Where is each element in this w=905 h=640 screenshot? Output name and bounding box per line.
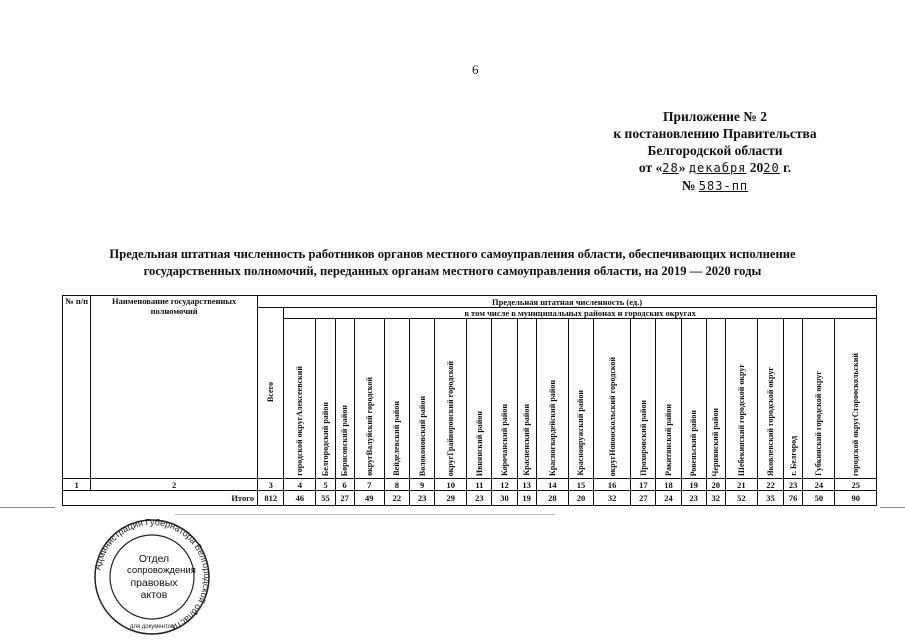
district-header: [568, 319, 593, 479]
district-header: [284, 319, 316, 479]
column-number: 20: [706, 479, 725, 491]
column-number: 23: [784, 479, 803, 491]
district-total: 23: [410, 491, 435, 506]
scan-edge-line: [0, 507, 55, 508]
district-header: [410, 319, 435, 479]
appendix-line1: Приложение № 2: [663, 109, 767, 124]
scan-edge-line: [880, 507, 905, 508]
district-total: 22: [384, 491, 409, 506]
district-total: 30: [492, 491, 517, 506]
date-year-suffix: 20: [763, 161, 780, 175]
appendix-line3: Белгородской области: [647, 143, 783, 158]
district-total: 52: [725, 491, 757, 506]
district-header: [536, 319, 568, 479]
district-total: 23: [681, 491, 706, 506]
district-header: [354, 319, 384, 479]
district-header: [492, 319, 517, 479]
appendix-line2: к постановлению Правительства: [613, 126, 817, 141]
district-header-label: Волоконовский район: [417, 395, 427, 476]
header-name: Наименование государственных полномочий: [91, 296, 258, 479]
district-header-label: Краснояружский район: [576, 390, 586, 476]
column-number: 17: [631, 479, 656, 491]
staffing-table: [62, 295, 877, 506]
date-mid: »: [678, 160, 686, 175]
district-total: 32: [594, 491, 631, 506]
district-header: [384, 319, 409, 479]
number-value: 583-пп: [698, 179, 749, 193]
district-total: 24: [656, 491, 681, 506]
district-header-label: Вейделевский район: [392, 401, 402, 476]
column-number: 6: [335, 479, 354, 491]
total-value: 812: [258, 491, 284, 506]
district-header-label: г. Белгород: [788, 436, 798, 476]
document-title: [40, 246, 865, 280]
stamp-line2: сопровождения: [127, 565, 196, 576]
column-number: 5: [316, 479, 335, 491]
district-header: [784, 319, 803, 479]
district-header-label: округГрайворонский городской: [446, 360, 456, 476]
column-number: 21: [725, 479, 757, 491]
district-total: 20: [568, 491, 593, 506]
district-header-label: Красногвардейский район: [547, 380, 557, 476]
district-total: 32: [706, 491, 725, 506]
header-number: № п/п: [63, 296, 91, 479]
column-number: 22: [757, 479, 783, 491]
date-day: 28: [662, 161, 679, 175]
district-header-label: округНовооскольский городской: [607, 356, 617, 476]
date-year-prefix: 20: [749, 160, 764, 175]
column-number: 11: [467, 479, 492, 491]
district-total: 29: [435, 491, 467, 506]
stamp-line3: правовых: [130, 577, 178, 589]
column-number: 7: [354, 479, 384, 491]
district-header-label: Борисовский район: [340, 404, 350, 476]
district-header: [681, 319, 706, 479]
district-header-label: городской округАлексеевский: [295, 366, 305, 476]
column-number: 2: [91, 479, 258, 491]
column-number: 24: [803, 479, 835, 491]
column-number: 1: [63, 479, 91, 491]
header-subgroup: в том числе в муниципальных районах и городских округах: [284, 308, 877, 319]
header-total: [258, 308, 284, 479]
district-header: [467, 319, 492, 479]
district-header-label: Белгородский район: [321, 401, 331, 476]
district-header: [835, 319, 877, 479]
stamp-ring-bottom: для документов: [129, 624, 175, 630]
stamp-center: [127, 553, 196, 601]
number-prefix: №: [681, 178, 696, 193]
district-header-label: Яковлевский городской округ: [766, 366, 776, 476]
district-header-label: Губкинский городской округ: [814, 371, 824, 476]
district-header-label: округВалуйский городской: [364, 377, 374, 476]
column-number: 10: [435, 479, 467, 491]
district-total: 23: [467, 491, 492, 506]
appendix-date: [600, 159, 830, 177]
district-total: 76: [784, 491, 803, 506]
district-total: 55: [316, 491, 335, 506]
district-header-label: Корочанский район: [500, 404, 510, 476]
column-number: 4: [284, 479, 316, 491]
district-header: [517, 319, 536, 479]
column-number: 12: [492, 479, 517, 491]
district-total: 46: [284, 491, 316, 506]
district-header-label: Ровеньский район: [689, 409, 699, 476]
column-number: 9: [410, 479, 435, 491]
date-prefix: от «: [638, 160, 663, 175]
column-number: 15: [568, 479, 593, 491]
column-number: 8: [384, 479, 409, 491]
total-label: Итого: [63, 491, 258, 506]
header-total-label: Всего: [266, 382, 276, 402]
column-number: 13: [517, 479, 536, 491]
district-total: 28: [536, 491, 568, 506]
stamp-ring-text: Администрация Губернатора Белгородской области: [92, 518, 213, 633]
title-line2: государственных полномочий, переданных органам местного самоуправления области, на 2019 — 2020 годы: [143, 264, 762, 278]
district-header: [335, 319, 354, 479]
district-header: [725, 319, 757, 479]
district-header-label: Чернянский район: [711, 407, 721, 476]
column-number: 18: [656, 479, 681, 491]
stamp-line1: Отдел: [138, 553, 170, 565]
district-header: [656, 319, 681, 479]
column-number: 19: [681, 479, 706, 491]
column-number: 16: [594, 479, 631, 491]
district-header-label: Красненский район: [522, 404, 532, 476]
district-header: [803, 319, 835, 479]
header-group: Предельная штатная численность (ед.): [258, 296, 877, 308]
date-month: декабря: [688, 161, 747, 175]
appendix-number: [600, 177, 830, 195]
column-number: 25: [835, 479, 877, 491]
district-total: 19: [517, 491, 536, 506]
page-number: 6: [472, 62, 479, 77]
district-total: 27: [335, 491, 354, 506]
column-number: 3: [258, 479, 284, 491]
title-line1: Предельная штатная численность работников органов местного самоуправления области, обеспечивающих исполнение: [109, 247, 796, 261]
district-header-label: Ракитянский район: [663, 404, 673, 476]
district-header-label: Ивнянский район: [474, 410, 484, 476]
district-total: 49: [354, 491, 384, 506]
district-total: 50: [803, 491, 835, 506]
district-header-label: Прохоровский район: [638, 400, 648, 476]
district-header: [435, 319, 467, 479]
district-header-label: Шебекинский городской округ: [736, 364, 746, 476]
stamp-line4: актов: [140, 589, 168, 601]
scan-edge-line: [175, 514, 555, 515]
district-total: 90: [835, 491, 877, 506]
district-header: [594, 319, 631, 479]
district-header-label: городской округСтарооскольский: [851, 352, 861, 476]
district-header: [316, 319, 335, 479]
column-number: 14: [536, 479, 568, 491]
district-header: [757, 319, 783, 479]
district-header: [631, 319, 656, 479]
district-total: 35: [757, 491, 783, 506]
district-header: [706, 319, 725, 479]
date-suffix: г.: [783, 160, 792, 175]
appendix-block: [600, 108, 830, 195]
district-total: 27: [631, 491, 656, 506]
